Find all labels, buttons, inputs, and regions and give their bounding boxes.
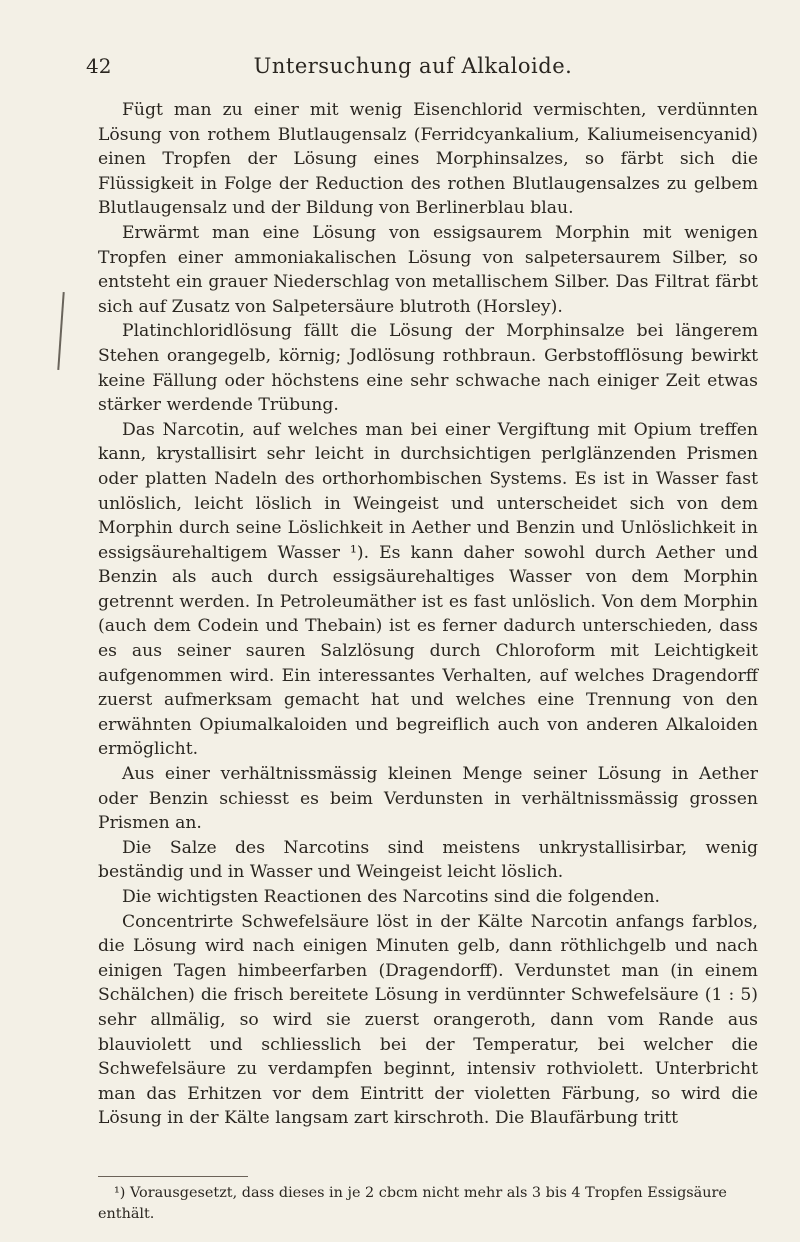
paragraph: Concentrirte Schwefelsäure löst in der Kälte Narcotin anfangs farblos, die Lösung wird nach einigen Minuten gelb, dann röthlichgelb und nach einigen Tagen himbeerfarben (Dragendorff). Verdunstet man (in einem Schälchen) die frisch bereitete Lösung in verdünnter Schwefelsäure (1 : 5) sehr allmälig, so wird sie zuerst orangeroth, dann vom Rande aus blauviolett und schliesslich bei der Temperatur, bei welcher die Schwefelsäure zu verdampfen beginnt, intensiv rothviolett. Unterbricht man das Erhitzen vor dem Eintritt der violetten Färbung, so wird die Lösung in der Kälte langsam zart kirschroth. Die Blaufärbung tritt (98, 911, 758, 1129)
running-title: Untersuchung auf Alkaloide. (253, 54, 573, 78)
paragraph: Aus einer verhältnissmässig kleinen Menge seiner Lösung in Aether oder Benzin schiesst es beim Verdunsten in verhältnissmässig grossen Prismen an. (98, 764, 758, 834)
footnote (98, 1183, 758, 1225)
footnote-text: ¹) Vorausgesetzt, dass dieses in je 2 cbcm nicht mehr als 3 bis 4 Tropfen Essigsäure enthält. (98, 1185, 727, 1222)
paragraph: Platinchloridlösung fällt die Lösung der Morphinsalze bei längerem Stehen orangegelb, körnig; Jodlösung rothbraun. Gerbstofflösung bewirkt keine Fällung oder höchstens eine sehr schwache nach einiger Zeit etwas stärker werdende Trübung. (98, 321, 758, 416)
page-number: 42 (86, 54, 112, 78)
paragraph: Die Salze des Narcotins sind meistens unkrystallisirbar, wenig beständig und in Wasser und Weingeist leicht löslich. (98, 837, 758, 883)
footnote-divider (98, 1176, 248, 1177)
body-text (98, 98, 758, 1131)
paragraph: Das Narcotin, auf welches man bei einer Vergiftung mit Opium treffen kann, krystallisirt sehr leicht in durchsichtigen perlglänzenden Prismen oder platten Nadeln des orthorhombischen Systems. Es ist in Wasser fast unlöslich, leicht löslich in Weingeist und unterscheidet sich von dem Morphin durch seine Löslichkeit in Aether und Benzin und Unlöslichkeit in essigsäurehaltigem Wasser ¹). Es kann daher sowohl durch Aether und Benzin als auch durch essigsäurehaltiges Wasser von dem Morphin getrennt werden. In Petroleumäther ist es fast unlöslich. Von dem Morphin (auch dem Codein und Thebain) ist es ferner dadurch unterschieden, dass es aus seiner sauren Salzlösung durch Chloroform mit Leichtigkeit aufgenommen wird. Ein interessantes Verhalten, auf welches Dragendorff zuerst aufmerksam gemacht hat und welches eine Trennung von den erwähnten Opiumalkaloiden und begreiflich auch von anderen Alkaloiden ermöglicht. (98, 419, 758, 760)
paragraph: Erwärmt man eine Lösung von essigsaurem Morphin mit wenigen Tropfen einer ammoniakalischen Lösung von salpetersaurem Silber, so entsteht ein grauer Niederschlag von metallischem Silber. Das Filtrat färbt sich auf Zusatz von Salpetersäure blutroth (Horsley). (98, 222, 758, 317)
page-header (86, 54, 740, 82)
paragraph: Fügt man zu einer mit wenig Eisenchlorid vermischten, verdünnten Lösung von rothem Blutlaugensalz (Ferridcyankalium, Kaliumeisencyanid) einen Tropfen der Lösung eines Morphinsalzes, so färbt sich die Flüssigkeit in Folge der Reduction des rothen Blutlaugensalzes zu gelbem Blutlaugensalz und der Bildung von Berlinerblau blau. (98, 100, 758, 219)
paragraph: Die wichtigsten Reactionen des Narcotins sind die folgenden. (122, 887, 660, 907)
margin-mark (57, 292, 64, 370)
